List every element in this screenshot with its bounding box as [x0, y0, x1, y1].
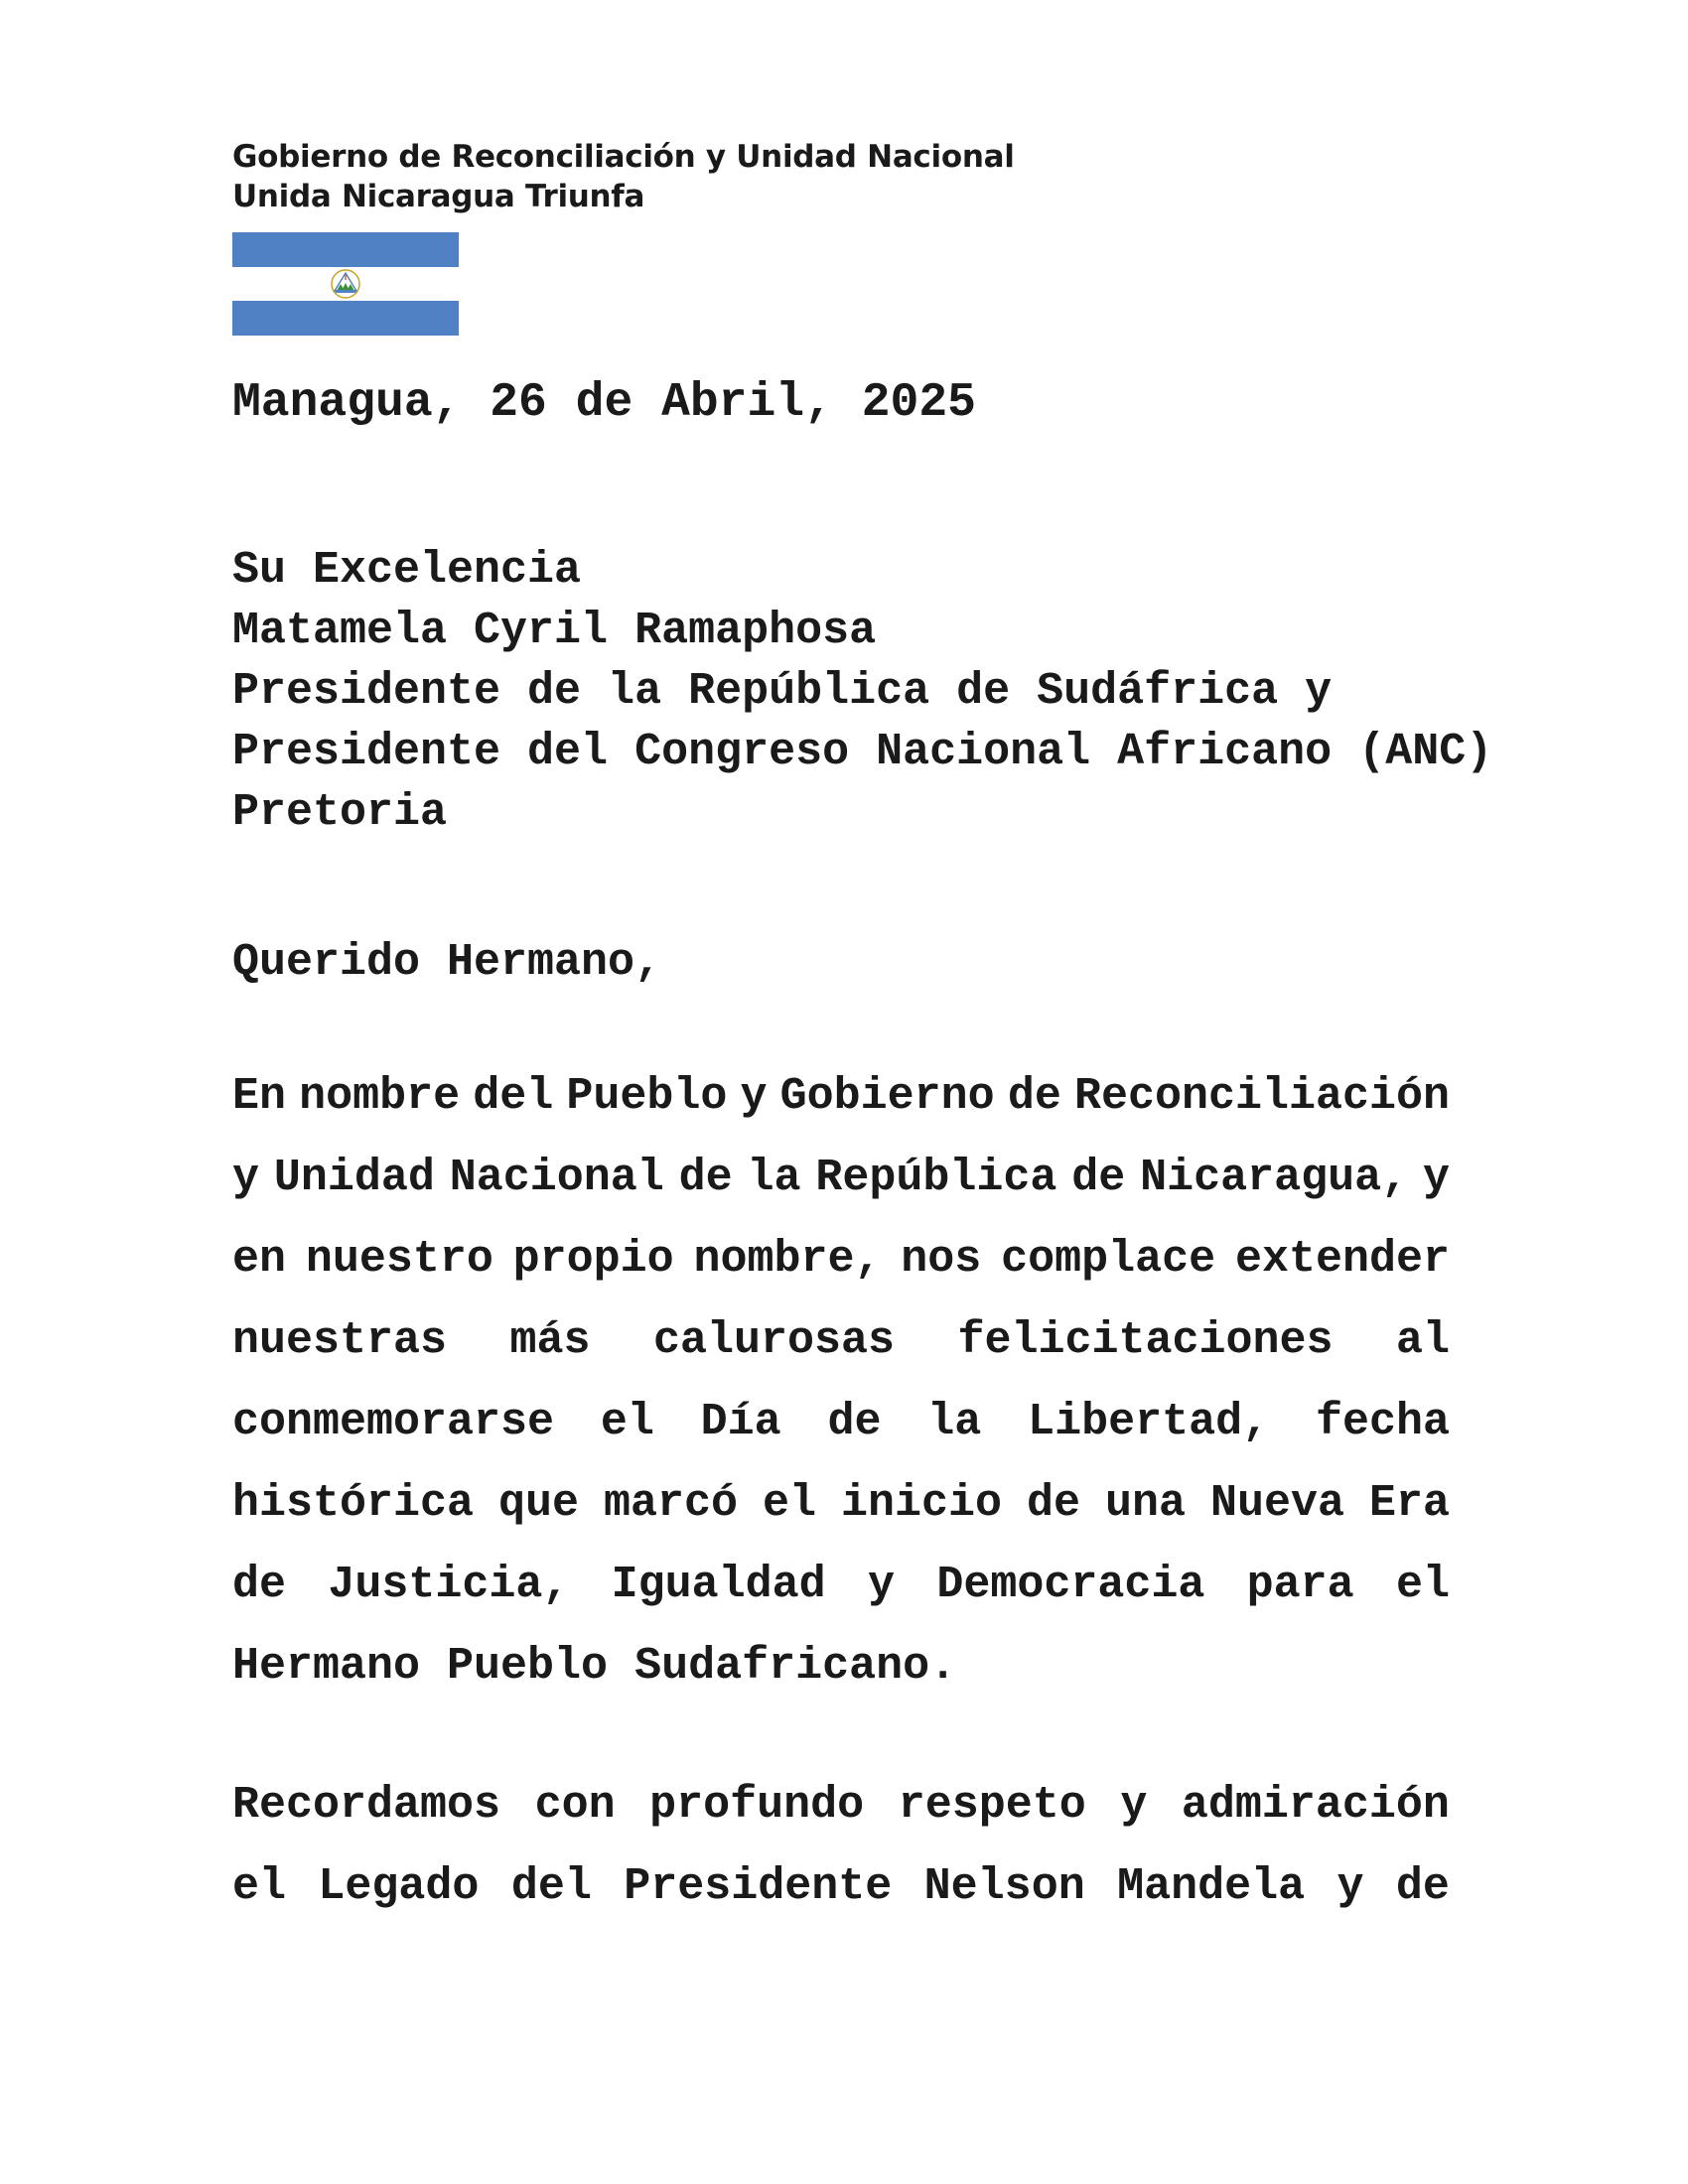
paragraph-word: una — [1104, 1478, 1186, 1529]
paragraph-word: felicitaciones — [957, 1315, 1334, 1366]
letterhead-slogan: Unida Nicaragua Triunfa — [232, 179, 645, 214]
paragraph-word: Sudafricano. — [634, 1641, 957, 1692]
paragraph-word: Nueva — [1209, 1478, 1344, 1529]
paragraph-line — [232, 1300, 1450, 1382]
paragraph-line — [232, 1846, 1450, 1928]
paragraph-word: marcó — [604, 1478, 739, 1529]
recipient-position-2: Presidente del Congreso Nacional Africano (ANC) — [232, 727, 1493, 777]
paragraph-word: Libertad, — [1028, 1397, 1270, 1447]
paragraph-line — [232, 1056, 1450, 1138]
paragraph-word: y — [740, 1071, 768, 1122]
paragraph-word: complace — [1001, 1234, 1216, 1285]
paragraph-word: calurosas — [652, 1315, 896, 1366]
paragraph-word: admiración — [1181, 1780, 1450, 1831]
paragraph-word: Nelson — [923, 1861, 1085, 1912]
paragraph-word: Hermano — [232, 1641, 421, 1692]
letter-date: Managua, 26 de Abril, 2025 — [232, 376, 976, 430]
paragraph-word: nombre — [299, 1071, 461, 1122]
recipient-position-1: Presidente de la República de Sudáfrica y — [232, 666, 1333, 717]
paragraph-word: nos — [901, 1234, 982, 1285]
paragraph-word: conmemorarse — [232, 1397, 555, 1447]
paragraph-word: la — [927, 1397, 982, 1447]
paragraph-word: Presidente — [624, 1861, 893, 1912]
paragraph-line — [232, 1545, 1450, 1626]
paragraph-word: Pueblo — [447, 1641, 609, 1692]
paragraph-word: el — [600, 1397, 654, 1447]
greeting: Querido Hermano, — [232, 937, 662, 988]
paragraph-word: histórica — [232, 1478, 475, 1529]
paragraph-word: Justicia, — [328, 1560, 570, 1610]
paragraph-word: Reconciliación — [1073, 1071, 1450, 1122]
paragraph-word: nuestras — [232, 1315, 448, 1366]
paragraph-word: fecha — [1315, 1397, 1450, 1447]
paragraph-word: nuestro — [305, 1234, 493, 1285]
paragraph-word: Gobierno — [779, 1071, 995, 1122]
recipient-city: Pretoria — [232, 787, 448, 838]
paragraph-word: la — [747, 1153, 801, 1203]
paragraph-word: y — [1422, 1153, 1450, 1203]
paragraph-word: Nicaragua, — [1140, 1153, 1409, 1203]
paragraph-word: En — [232, 1071, 287, 1122]
paragraph-word: profundo — [649, 1780, 865, 1831]
paragraph-word: el — [763, 1478, 817, 1529]
paragraph-word: Día — [700, 1397, 781, 1447]
paragraph-word: Mandela — [1117, 1861, 1306, 1912]
paragraph-word: Era — [1368, 1478, 1450, 1529]
paragraph-word: más — [509, 1315, 591, 1366]
paragraph-word: Legado — [318, 1861, 480, 1912]
paragraph-word: Recordamos — [232, 1780, 501, 1831]
letterhead — [232, 137, 1015, 216]
paragraph-word: respeto — [898, 1780, 1086, 1831]
paragraph-word: de — [827, 1397, 882, 1447]
paragraph-word: de — [1026, 1478, 1080, 1529]
paragraph-word: de — [678, 1153, 733, 1203]
paragraph-word: el — [1395, 1560, 1450, 1610]
paragraph-word: que — [498, 1478, 580, 1529]
paragraph-word: Nacional — [449, 1153, 664, 1203]
paragraph-line — [232, 1765, 1450, 1846]
paragraph-word: y — [232, 1153, 260, 1203]
paragraph-word: y — [1336, 1861, 1364, 1912]
paragraph-word: el — [232, 1861, 287, 1912]
recipient-title: Su Excelencia — [232, 545, 582, 596]
paragraph-word: Democracia — [936, 1560, 1205, 1610]
paragraph-word: de — [1395, 1861, 1450, 1912]
paragraph-word: propio — [512, 1234, 674, 1285]
paragraph-line — [232, 1626, 1450, 1707]
paragraph-word: con — [534, 1780, 616, 1831]
paragraph-word: y — [1120, 1780, 1148, 1831]
paragraph-word: Igualdad — [611, 1560, 826, 1610]
paragraph-word: de — [232, 1560, 287, 1610]
letterhead-government-name: Gobierno de Reconciliación y Unidad Nacional — [232, 139, 1015, 175]
body-paragraph — [232, 1765, 1450, 1928]
paragraph-word: de — [1071, 1153, 1126, 1203]
body-paragraph — [232, 1056, 1450, 1707]
paragraph-word: Unidad — [273, 1153, 435, 1203]
paragraph-word: al — [1395, 1315, 1450, 1366]
paragraph-word: Pueblo — [566, 1071, 728, 1122]
recipient-name: Matamela Cyril Ramaphosa — [232, 606, 877, 656]
paragraph-line — [232, 1138, 1450, 1219]
paragraph-word: del — [473, 1071, 554, 1122]
recipient-block — [232, 540, 1492, 843]
paragraph-word: extender — [1234, 1234, 1450, 1285]
paragraph-line — [232, 1382, 1450, 1463]
paragraph-word: República — [815, 1153, 1057, 1203]
paragraph-word: del — [510, 1861, 592, 1912]
paragraph-word: nombre, — [693, 1234, 882, 1285]
paragraph-word: y — [868, 1560, 896, 1610]
paragraph-word: inicio — [840, 1478, 1003, 1529]
paragraph-line — [232, 1463, 1450, 1545]
paragraph-word: de — [1007, 1071, 1061, 1122]
paragraph-line — [232, 1219, 1450, 1300]
paragraph-word: en — [232, 1234, 287, 1285]
nicaragua-flag-icon — [232, 232, 459, 336]
paragraph-word: para — [1246, 1560, 1354, 1610]
